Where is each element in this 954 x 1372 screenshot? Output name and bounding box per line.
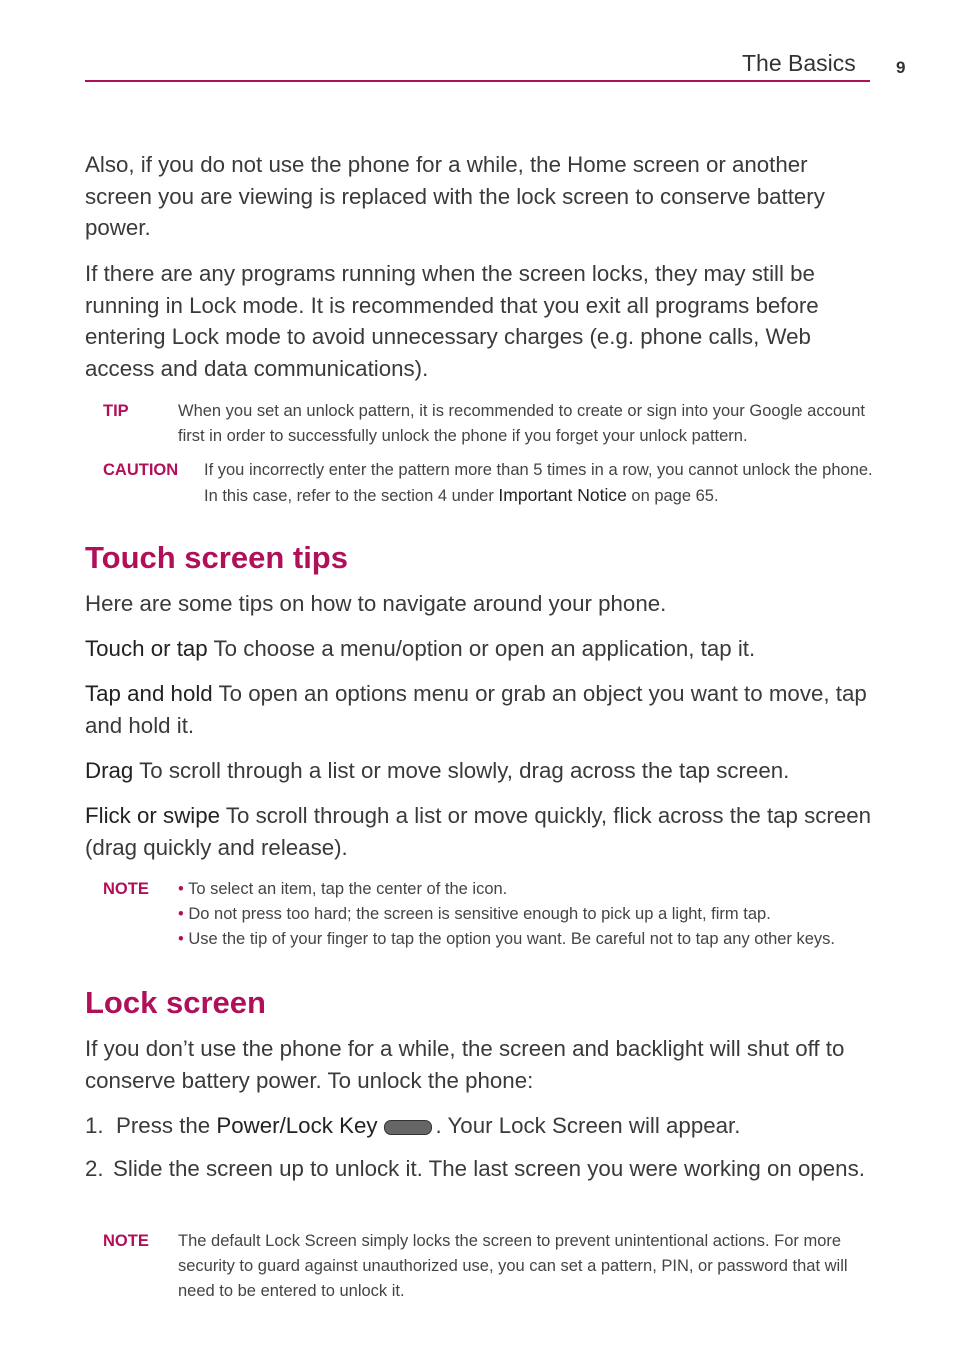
note-label: NOTE: [103, 1232, 149, 1250]
step-text: Slide the screen up to unlock it. The last screen you were working on opens.: [113, 1156, 865, 1181]
power-lock-key-label: Power/Lock Key: [216, 1113, 378, 1138]
touch-note-list: [178, 877, 878, 952]
note-item-text: Do not press too hard; the screen is sensitive enough to pick up a light, firm tap.: [188, 905, 771, 923]
note-item-text: Use the tip of your finger to tap the option you want. Be careful not to tap any other keys.: [188, 930, 836, 948]
tip-desc: To scroll through a list or move quickly, flick across the tap screen (drag quickly and release).: [85, 803, 872, 860]
tip-item-touch: [85, 633, 875, 665]
important-notice-reference: Important Notice: [498, 485, 627, 505]
tip-desc: To open an options menu or grab an object you want to move, tap and hold it.: [85, 681, 867, 738]
tip-term: Flick or swipe: [85, 803, 221, 828]
lock-step-1: [85, 1110, 875, 1142]
page-number: 9: [896, 58, 906, 77]
touch-intro: Here are some tips on how to navigate around your phone.: [85, 591, 667, 616]
tip-label: TIP: [103, 402, 129, 420]
list-item: [178, 927, 878, 952]
caution-text-end: on page 65.: [626, 487, 719, 505]
lock-step-2: [85, 1153, 870, 1185]
tip-desc: To scroll through a list or move slowly, drag across the tap screen.: [133, 758, 790, 783]
power-key-icon: [384, 1120, 432, 1135]
step-number: 2.: [85, 1156, 104, 1181]
intro-paragraph-2: If there are any programs running when the screen locks, they may still be running in Lock mode. It is recommended that you exit all programs before entering Lock mode to avoid unnecessary charges (e.g. phone calls, Web access and data communications).: [85, 261, 819, 381]
caution-box: [103, 458, 873, 510]
list-item: [178, 877, 878, 902]
tip-item-tap-hold: [85, 678, 875, 741]
caution-text: [204, 458, 876, 509]
tip-term: Drag: [85, 758, 134, 783]
step-number: 1.: [85, 1113, 104, 1138]
step-text-end: . Your Lock Screen will appear.: [435, 1113, 741, 1138]
caution-text-start: If you incorrectly enter the pattern more than 5 times in a row, you cannot unlock the phone. In this case, refer to the section 4 under: [204, 461, 873, 505]
tip-term: Touch or tap: [85, 636, 208, 661]
bullet-icon: •: [178, 880, 184, 898]
tip-box: [103, 399, 873, 451]
section-title: The Basics: [742, 50, 856, 76]
tip-desc: To choose a menu/option or open an application, tap it.: [207, 636, 756, 661]
intro-paragraph-1: Also, if you do not use the phone for a while, the Home screen or another screen you are viewing is replaced with the lock screen to conserve battery power.: [85, 152, 825, 240]
touch-screen-tips-heading: Touch screen tips: [85, 540, 348, 575]
touch-note-box: [103, 877, 873, 957]
tip-item-drag: [85, 755, 875, 787]
caution-label: CAUTION: [103, 461, 179, 479]
lock-note-text: The default Lock Screen simply locks the screen to prevent unintentional actions. For more security to guard against unauthorized use, you can set a pattern, PIN, or password that will need to be entered to unlock it.: [178, 1232, 848, 1300]
bullet-icon: •: [178, 930, 184, 948]
step-text: Press the: [116, 1113, 217, 1138]
header-divider: [85, 80, 870, 82]
tip-item-flick: [85, 800, 875, 863]
bullet-icon: •: [178, 905, 184, 923]
note-item-text: To select an item, tap the center of the icon.: [188, 880, 508, 898]
tip-text: When you set an unlock pattern, it is recommended to create or sign into your Google account first in order to successfully unlock the phone if you forget your unlock pattern.: [178, 402, 865, 445]
list-item: [178, 902, 878, 927]
lock-note-box: [103, 1229, 873, 1307]
tip-term: Tap and hold: [85, 681, 213, 706]
lock-intro: If you don’t use the phone for a while, the screen and backlight will shut off to conserve battery power. To unlock the phone:: [85, 1036, 845, 1093]
lock-screen-heading: Lock screen: [85, 985, 266, 1020]
note-label: NOTE: [103, 880, 149, 898]
